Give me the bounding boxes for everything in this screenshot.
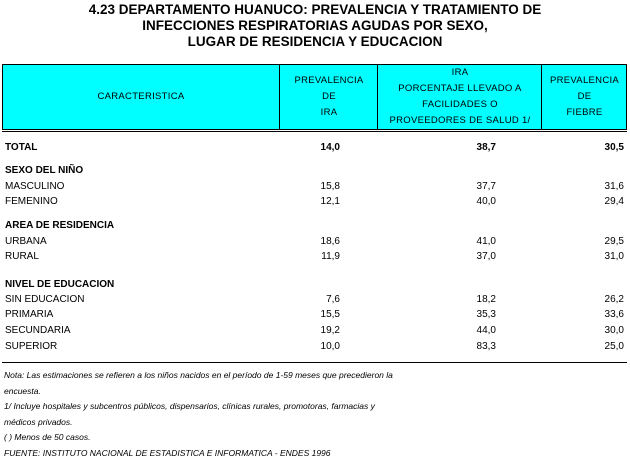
cell-porcentaje-llevado: 44,0: [476, 325, 496, 336]
cell-prevalencia-fiebre: 31,6: [604, 181, 624, 192]
cell-porcentaje-llevado: 40,0: [476, 196, 496, 207]
header-fiebre-line-3: FIEBRE: [566, 107, 603, 118]
table-row: [0, 307, 630, 323]
table-row: [0, 234, 630, 250]
title-line-1: 4.23 DEPARTAMENTO HUANUCO: PREVALENCIA Y TRATAMIENTO DE: [88, 2, 542, 17]
header-porcentaje-llevado: [377, 65, 542, 129]
table-row: [0, 249, 630, 265]
table-row: [0, 194, 630, 210]
row-label: SUPERIOR: [5, 341, 58, 352]
footnote-nota-cont: encuesta.: [4, 385, 41, 396]
page-title: [0, 2, 630, 50]
table-row: [0, 339, 630, 355]
cell-porcentaje-llevado: 18,2: [476, 294, 496, 305]
footnote-nota: Nota: Las estimaciones se refieren a los niños nacidos en el período de 1-59 meses que precedieron la: [4, 370, 393, 380]
cell-porcentaje-llevado: 83,3: [476, 341, 496, 352]
cell-prevalencia-ira: 11,9: [321, 251, 340, 262]
table-bottom-rule: [2, 362, 627, 363]
header-porcentaje-line-2: PORCENTAJE LLEVADO A: [398, 83, 522, 94]
header-prevalencia-ira-line-1: PREVALENCIA: [294, 75, 364, 86]
row-label: FEMENINO: [5, 196, 58, 207]
row-label: SIN EDUCACION: [5, 294, 85, 305]
header-prevalencia-fiebre: [541, 65, 627, 129]
table-header: [2, 64, 627, 130]
cell-porcentaje-llevado: 37,7: [476, 181, 496, 192]
row-label: MASCULINO: [5, 181, 65, 192]
cell-prevalencia-fiebre: 29,5: [604, 236, 624, 247]
cell-prevalencia-ira: 18,6: [320, 236, 340, 247]
cell-porcentaje-llevado: 38,7: [476, 142, 496, 153]
row-label: TOTAL: [5, 142, 38, 153]
footnote-1-cont: médicos privados.: [4, 416, 73, 427]
footnotes: [4, 368, 624, 461]
header-porcentaje-line-4: PROVEEDORES DE SALUD 1/: [389, 115, 531, 126]
cell-prevalencia-fiebre: 25,0: [604, 341, 624, 352]
title-line-3: LUGAR DE RESIDENCIA Y EDUCACION: [187, 34, 443, 49]
cell-prevalencia-fiebre: 26,2: [604, 294, 624, 305]
row-label: SECUNDARIA: [5, 325, 71, 336]
cell-prevalencia-fiebre: 29,4: [604, 196, 624, 207]
cell-prevalencia-fiebre: 30,5: [604, 142, 624, 153]
section-title: SEXO DEL NIÑO: [5, 165, 84, 176]
row-label: RURAL: [5, 251, 39, 262]
table-row-total: [0, 140, 630, 156]
header-fiebre-line-2: DE: [577, 91, 592, 102]
header-fiebre-line-1: PREVALENCIA: [549, 75, 620, 86]
section-title: AREA DE RESIDENCIA: [5, 220, 115, 231]
header-prevalencia-ira-line-3: IRA: [320, 107, 338, 118]
cell-prevalencia-ira: 12,1: [320, 196, 340, 207]
cell-prevalencia-ira: 15,5: [320, 309, 340, 320]
footnote-fuente: FUENTE: INSTITUTO NACIONAL DE ESTADISTICA E INFORMATICA - ENDES 1996: [4, 447, 331, 458]
cell-porcentaje-llevado: 37,0: [476, 251, 496, 262]
cell-prevalencia-fiebre: 31,0: [604, 251, 624, 262]
header-prevalencia-ira-line-2: DE: [322, 91, 336, 102]
table-row: [0, 292, 630, 308]
cell-prevalencia-ira: 19,2: [320, 325, 340, 336]
cell-porcentaje-llevado: 35,3: [476, 309, 496, 320]
footnote-1: 1/ Incluye hospitales y subcentros públicos, dispensarios, clínicas rurales, promotoras, farmacias y: [4, 401, 375, 411]
cell-prevalencia-fiebre: 30,0: [604, 325, 624, 336]
cell-prevalencia-fiebre: 33,6: [604, 309, 624, 320]
table-row: [0, 323, 630, 339]
cell-prevalencia-ira: 7,6: [326, 294, 340, 305]
header-porcentaje-line-3: FACILIDADES O: [422, 99, 498, 110]
header-caracteristica-label: CARACTERISTICA: [97, 91, 185, 102]
header-bottom-rule: [2, 131, 627, 132]
cell-prevalencia-ira: 14,0: [320, 142, 340, 153]
row-label: URBANA: [5, 236, 47, 247]
cell-prevalencia-ira: 10,0: [320, 341, 340, 352]
footnote-menos-casos: ( ) Menos de 50 casos.: [4, 432, 91, 442]
section-title-educacion: [0, 277, 630, 293]
section-title: NIVEL DE EDUCACION: [5, 279, 115, 290]
section-title-sexo: [0, 163, 630, 179]
header-caracteristica: [3, 65, 279, 129]
cell-porcentaje-llevado: 41,0: [476, 236, 496, 247]
section-title-area: [0, 218, 630, 234]
header-prevalencia-ira: [279, 65, 378, 129]
header-porcentaje-line-1: IRA: [451, 67, 469, 78]
title-line-2: INFECCIONES RESPIRATORIAS AGUDAS POR SEXO,: [142, 18, 488, 33]
cell-prevalencia-ira: 15,8: [320, 181, 340, 192]
row-label: PRIMARIA: [5, 309, 54, 320]
table-row: [0, 179, 630, 195]
